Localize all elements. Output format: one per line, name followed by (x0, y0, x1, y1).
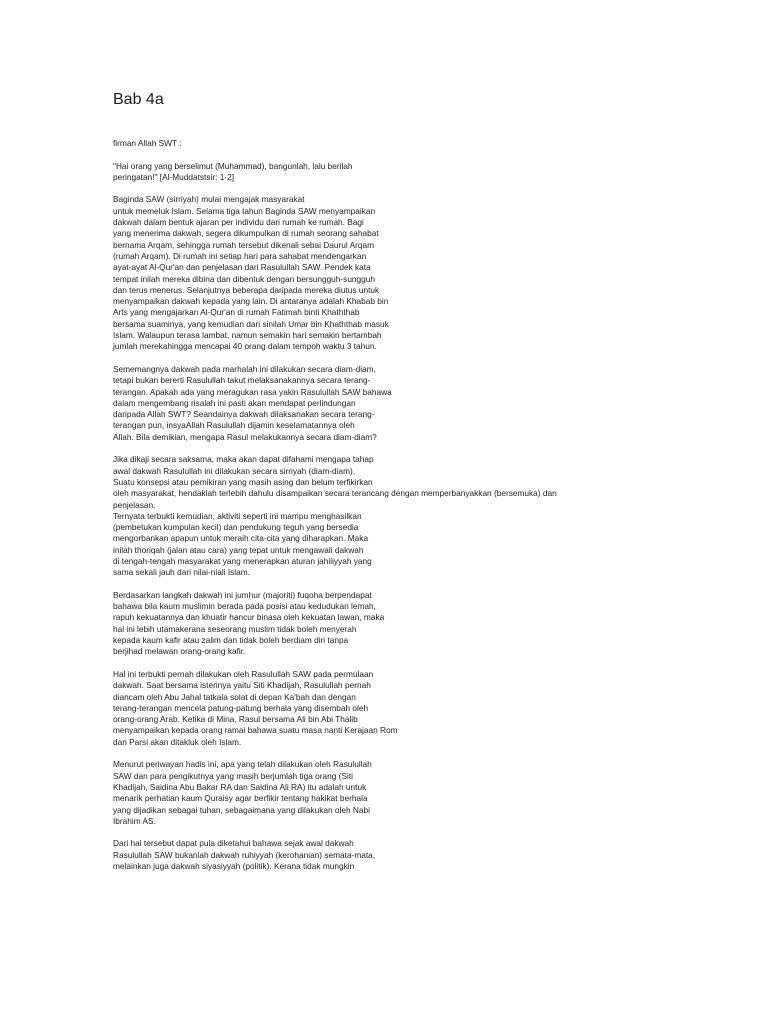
paragraph (113, 138, 713, 149)
text-line: diancam oleh Abu Jahal tatkala solat di depan Ka'bah dan dengan (113, 691, 356, 702)
text-line: yang dijadikan sebagai tuhan, sebagaimana yang dilakukan oleh Nabi (113, 804, 370, 815)
text-line: hal ini lebih utamakerana seseorang muslim tidak boleh menyerah (113, 623, 357, 634)
text-line: Menurut periwayan hadis ini, apa yang telah dilakukan oleh Rasulullah (113, 759, 372, 770)
paragraph (113, 759, 713, 827)
text-line: terang-terangan mencela patung-patung berhala yang disembah oleh (113, 702, 369, 713)
text-line: Islam. Walaupun terasa lambat, namun semakin hari semakin bertambah (113, 330, 382, 341)
text-line: terangan pun, insyaAllah Rasulullah dijamin keselamatannya oleh (113, 420, 355, 431)
text-line: firman Allah SWT : (113, 138, 182, 148)
text-line: kepada kaum kafir atau zalim dan tidak boleh berdiam diri tanpa (113, 635, 349, 646)
text-line: Jika dikaji secara saksama, maka akan dapat difahami mengapa tahap (113, 454, 374, 465)
text-line: peringatan!" [Al-Muddatstsir: 1-2] (113, 171, 235, 182)
text-line: dalam mengembang risalah ini pasti akan mendapat perlindungan (113, 397, 356, 408)
text-line: Arts yang mengajarkan Al-Qur'an di rumah Fatimah binti Khaththab (113, 307, 360, 318)
text-line: Ternyata terbukti kemudian, aktiviti seperti ini mampu menghasilkan (113, 510, 362, 521)
text-line: penjelasan. (113, 499, 156, 510)
text-line: terangan. Apakah ada yang meragukan rasa yakin Rasulullah SAW bahawa (113, 386, 392, 397)
text-line: inilah thoriqah (jalan atau cara) yang tepat untuk mengawali dakwah (113, 544, 364, 555)
text-line: di tengah-tengah masyarakat yang menerapkan aturan jahiliyyah yang (113, 555, 372, 566)
text-line: dan Parsi akan ditakluk oleh Islam. (113, 736, 242, 747)
paragraph (113, 454, 713, 578)
text-line: bernama Arqam, sehingga rumah tersebut dikenali sebai Daurul Arqam (113, 239, 375, 250)
text-line: daripada Allah SWT? Seandainya dakwah dilaksanakan secara terang- (113, 409, 375, 420)
text-line: SAW dan para pengikutnya yang masih berjumlah tiga orang (Siti (113, 770, 353, 781)
text-line: (pembetukan kumpulan kecil) dan pendukung teguh yang bersedia (113, 522, 359, 533)
text-line: melainkan juga dakwah siyasiyyah (politik). Kerana tidak mungkin (113, 861, 355, 871)
text-line: yang menerima dakwah, segera dikumpulkan di rumah seorang sahabat (113, 228, 379, 239)
paragraph (113, 194, 713, 352)
text-line: orang-orang Arab. Ketika di Mina, Rasul bersama Ali bin Abi Thalib (113, 714, 358, 725)
paragraph (113, 590, 713, 658)
text-line: dakwah dalam bentuk ajaran per individu dari rumah ke rumah. Bagi (113, 217, 364, 228)
text-line: Baginda SAW (sirriyah) mulai mengajak masyarakat (113, 194, 305, 205)
text-line: tetapi bukan bererti Rasulullah takut melaksanakannya secara terang- (113, 375, 371, 386)
paragraph (113, 669, 713, 748)
text-line: "Hai orang yang berselimut (Muhammad), bangunlah, lalu berilah (113, 160, 353, 171)
text-line: dakwah. Saat bersama isterinya yaitu Siti Khadijah, Rasulullah pernah (113, 680, 371, 691)
text-line: ayat-ayat Al-Qur'an dan penjelasan dari Rasulullah SAW. Pendek kata (113, 262, 371, 273)
text-line: berjihad melawan orang-orang kafir. (113, 646, 246, 657)
paragraph (113, 838, 713, 872)
text-line: Sememangnya dakwah pada marhalah ini dilakukan secara diam-diam, (113, 363, 376, 374)
text-line: Allah. Bila demikian, mengapa Rasul melakukannya secara diam-diam? (113, 431, 377, 442)
document-body (113, 138, 713, 884)
text-line: menyampaikan kepada orang ramai bahawa suatu masa nanti Kerajaan Rom (113, 725, 398, 736)
text-line: awal dakwah Rasulullah ini dilakukan secara sirriyah (diam-diam). (113, 465, 356, 476)
text-line: rapuh kekuatannya dan khuatir hancur binasa oleh kekuatan lawan, maka (113, 612, 385, 623)
text-line: mengorbankan apapun untuk meraih cita-cita yang diharapkan. Maka (113, 533, 369, 544)
page-title: Bab 4a (113, 91, 164, 108)
text-line: Ibrahim AS. (113, 815, 156, 826)
text-line: dan terus menerus. Selanjutnya beberapa daripada mereka diutus untuk (113, 284, 380, 295)
text-line: untuk memeluk Islam. Selama tiga tahun Baginda SAW menyampaikan (113, 205, 376, 216)
text-line: bersama suaminya, yang kemudian dari sinilah Umar bin Khaththab masuk (113, 318, 389, 329)
text-line: Berdasarkan langkah dakwah ini jumhur (majoriti) fuqoha berpendapat (113, 589, 372, 600)
text-line: Hal ini terbukti pernah dilakukan oleh Rasulullah SAW pada permulaan (113, 668, 374, 679)
text-line: menyampaikan dakwah kepada yang lain. Di antaranya adalah Khabab bin (113, 296, 389, 307)
text-line: menarik perhatian kaum Quraisy agar berfikir tentang hakikat berhala (113, 793, 368, 804)
paragraph (113, 364, 713, 443)
text-line: Suatu konsepsi atau pemikiran yang masih asing dan belum terfikirkan (113, 476, 373, 487)
text-line: oleh masyarakat, hendaklah terlebih dahulu disampaikan secara terancang dengan memperbanyakkan (bersemuka) dan (113, 488, 557, 499)
text-line: (rumah Arqam). Di rumah ini setiap hari para sahabat mendengarkan (113, 250, 367, 261)
text-line: bahawa bila kaum muslimin berada pada posisi atau kedudukan lemah, (113, 601, 376, 612)
text-line: tempat inilah mereka dibina dan dibentuk dengan bersungguh-sungguh (113, 273, 376, 284)
text-line: sama sekali jauh dari nilai-niali Islam. (113, 567, 250, 578)
text-line: jumlah merekahingga mencapai 40 orang dalam tempoh waktu 3 tahun. (113, 341, 377, 352)
text-line: Dari hal tersebut dapat pula diketahui bahawa sejak awal dakwah (113, 838, 354, 849)
text-line: Rasulullah SAW bukanlah dakwah ruhiyyah (kerohanian) semata-mata, (113, 849, 376, 860)
text-line: Khadijah, Saidina Abu Bakar RA dan Saidina Ali RA) itu adalah untuk (113, 781, 367, 792)
paragraph (113, 161, 713, 184)
